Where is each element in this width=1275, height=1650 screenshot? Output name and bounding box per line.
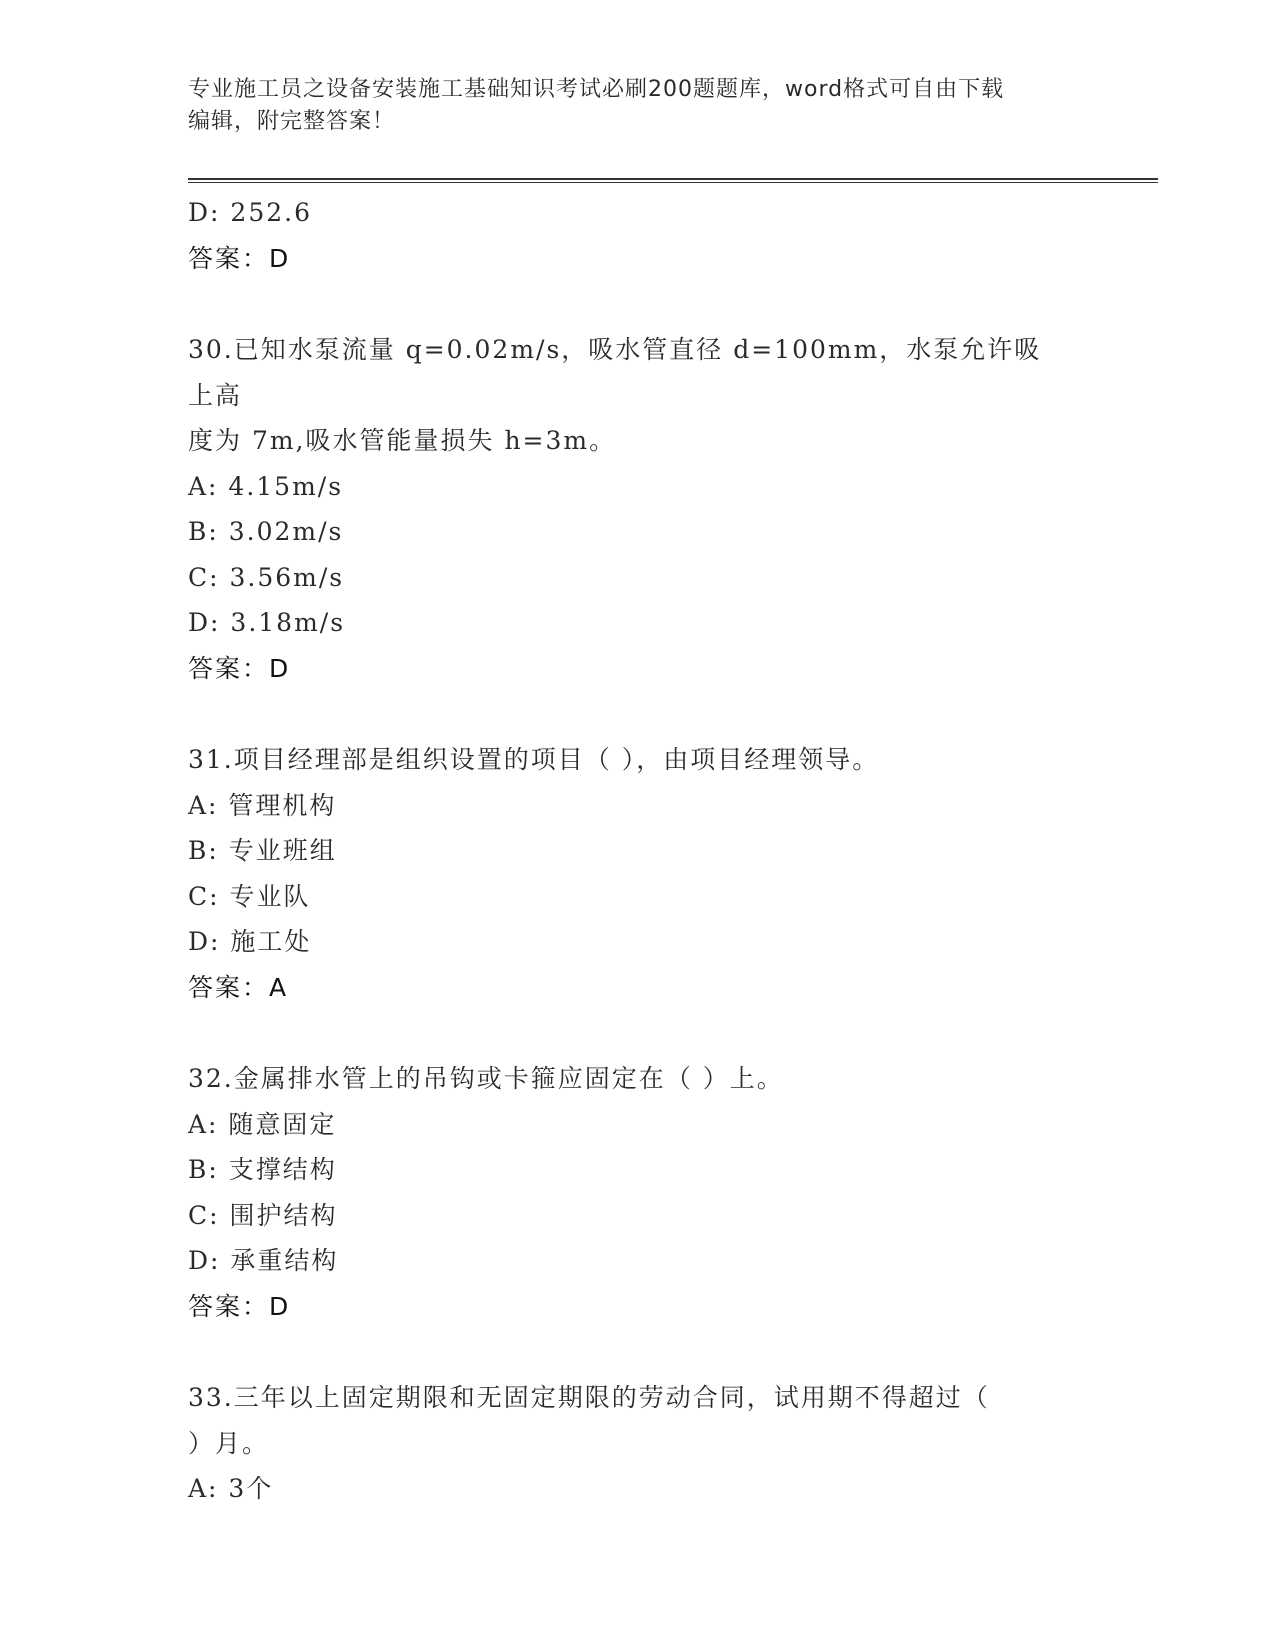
header-title-line2: 编辑，附完整答案！ — [188, 109, 396, 134]
page-header — [188, 74, 1088, 138]
option-c: C: 3.56m/s — [188, 562, 345, 592]
option-d: D: 252.6 — [188, 198, 312, 227]
question-stem: 33.三年以上固定期限和无固定期限的劳动合同，试用期不得超过（ — [188, 1383, 990, 1412]
question-stem-cont: ）月。 — [188, 1428, 270, 1458]
question-stem: 32.金属排水管上的吊钩或卡箍应固定在（ ）上。 — [188, 1064, 784, 1093]
question-32 — [188, 1056, 1088, 1329]
spacer — [188, 691, 1088, 737]
answer-line: 答案：D — [188, 243, 291, 273]
answer-line: 答案：A — [188, 972, 289, 1002]
answer-line: 答案：D — [188, 1291, 291, 1321]
question-30 — [188, 327, 1088, 691]
question-stem-cont: 度为 7m,吸水管能量损失 h=3m。 — [188, 426, 617, 455]
option-b: B: 专业班组 — [188, 836, 337, 865]
previous-question-tail — [188, 190, 1088, 281]
option-b: B: 3.02m/s — [188, 517, 344, 546]
answer-line: 答案：D — [188, 653, 291, 683]
option-a: A: 管理机构 — [188, 790, 337, 820]
question-stem: 31.项目经理部是组织设置的项目（ ），由项目经理领导。 — [188, 745, 880, 774]
option-a: A: 3个 — [188, 1474, 274, 1503]
option-a: A: 随意固定 — [188, 1109, 337, 1139]
header-title-line1: 专业施工员之设备安装施工基础知识考试必刷200题题库，word格式可自由下载 — [188, 77, 1005, 102]
question-33 — [188, 1375, 1088, 1512]
option-c: C: 围护结构 — [188, 1200, 338, 1230]
option-b: B: 支撑结构 — [188, 1155, 337, 1184]
header-divider — [188, 178, 1158, 183]
question-31 — [188, 737, 1088, 1010]
spacer — [188, 1010, 1088, 1056]
option-a: A: 4.15m/s — [188, 471, 344, 501]
question-stem: 30.已知水泵流量 q=0.02m/s，吸水管直径 d=100mm，水泵允许吸上高 — [188, 335, 1042, 410]
option-d: D: 承重结构 — [188, 1246, 339, 1275]
spacer — [188, 1329, 1088, 1375]
option-c: C: 专业队 — [188, 881, 311, 911]
spacer — [188, 281, 1088, 327]
option-d: D: 3.18m/s — [188, 608, 346, 637]
document-body — [188, 190, 1088, 1512]
option-d: D: 施工处 — [188, 927, 312, 956]
